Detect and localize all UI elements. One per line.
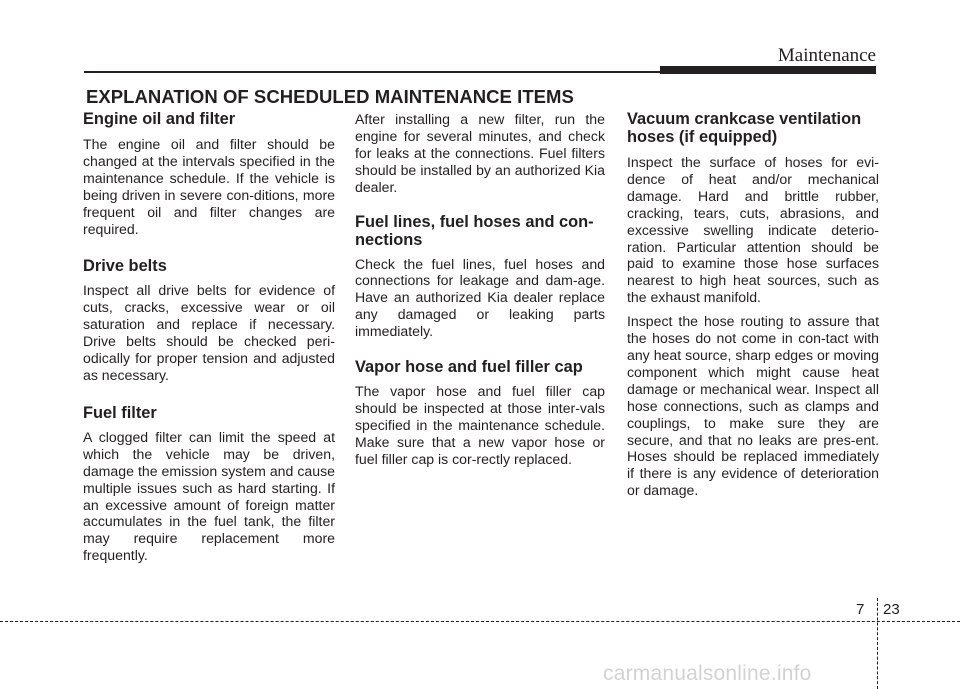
heading-engine-oil: Engine oil and filter <box>83 110 236 128</box>
heading-fuel-filter: Fuel filter <box>83 403 157 422</box>
column-1 <box>83 110 335 564</box>
heading-drive-belts: Drive belts <box>83 257 167 276</box>
body-vacuum-hoses-1: Inspect the surface of hoses for evi-dence of heat and/or mechanical damage. Hard and brittle rubber, cracking, tears, cuts, abrasions, and excessive swelling indicate deterio-ration. Particular attention should be paid to examine those hose surfaces nearest to high heat sources, such as the exhaust manifold. <box>627 154 879 306</box>
body-vapor-hose: The vapor hose and fuel filler cap should be inspected at those inter-vals specified in the maintenance schedule. Make sure that a new vapor hose or fuel filler cap is cor-rectly replaced. <box>355 383 605 467</box>
header-rule <box>84 71 664 73</box>
page-number: 23 <box>883 601 900 618</box>
watermark: carmanualsonline.info <box>603 662 812 685</box>
footer-rule <box>0 621 960 622</box>
column-2 <box>355 111 605 468</box>
body-fuel-filter: A clogged filter can limit the speed at which the vehicle may be driven, damage the emission system and cause multiple issues such as hard starting. If an excessive amount of foreign matter accumulates in the fuel tank, the filter may require replacement more frequently. <box>83 428 335 564</box>
header-rule-bar <box>660 66 876 74</box>
heading-fuel-lines: Fuel lines, fuel hoses and con-nections <box>355 212 594 249</box>
body-fuel-filter-continued: After installing a new filter, run the engine for several minutes, and check for leaks at the connections. Fuel filters should be installed by an authorized Kia dealer. <box>355 111 605 195</box>
chapter-number: 7 <box>856 601 865 618</box>
body-fuel-lines: Check the fuel lines, fuel hoses and connections for leakage and dam-age. Have an authorized Kia dealer replace any damaged or leaking parts immediately. <box>355 255 605 340</box>
column-3 <box>627 110 879 499</box>
body-engine-oil: The engine oil and filter should be changed at the intervals specified in the maintenance schedule. If the vehicle is being driven in severe con-ditions, more frequent oil and filter changes are required. <box>83 136 335 237</box>
running-head: Maintenance <box>777 45 876 66</box>
body-vacuum-hoses-2: Inspect the hose routing to assure that the hoses do not come in con-tact with any heat source, sharp edges or moving component which might cause heat damage or mechanical wear. Inspect all hose connections, such as clamps and couplings, to make sure they are secure, and that no leaks are pres-ent. Hoses should be replaced immediately if there is any evidence of deterioration or damage. <box>627 313 879 499</box>
body-drive-belts: Inspect all drive belts for evidence of cuts, cracks, excessive wear or oil saturation and replace if necessary. Drive belts should be checked peri-odically for proper tension and adjusted as necessary. <box>83 282 335 383</box>
heading-vacuum-hoses: Vacuum crankcase ventilation hoses (if equipped) <box>627 110 862 146</box>
footer-divider <box>877 598 878 689</box>
heading-vapor-hose: Vapor hose and fuel filler cap <box>355 358 583 377</box>
section-title: EXPLANATION OF SCHEDULED MAINTENANCE ITEMS <box>86 86 574 107</box>
